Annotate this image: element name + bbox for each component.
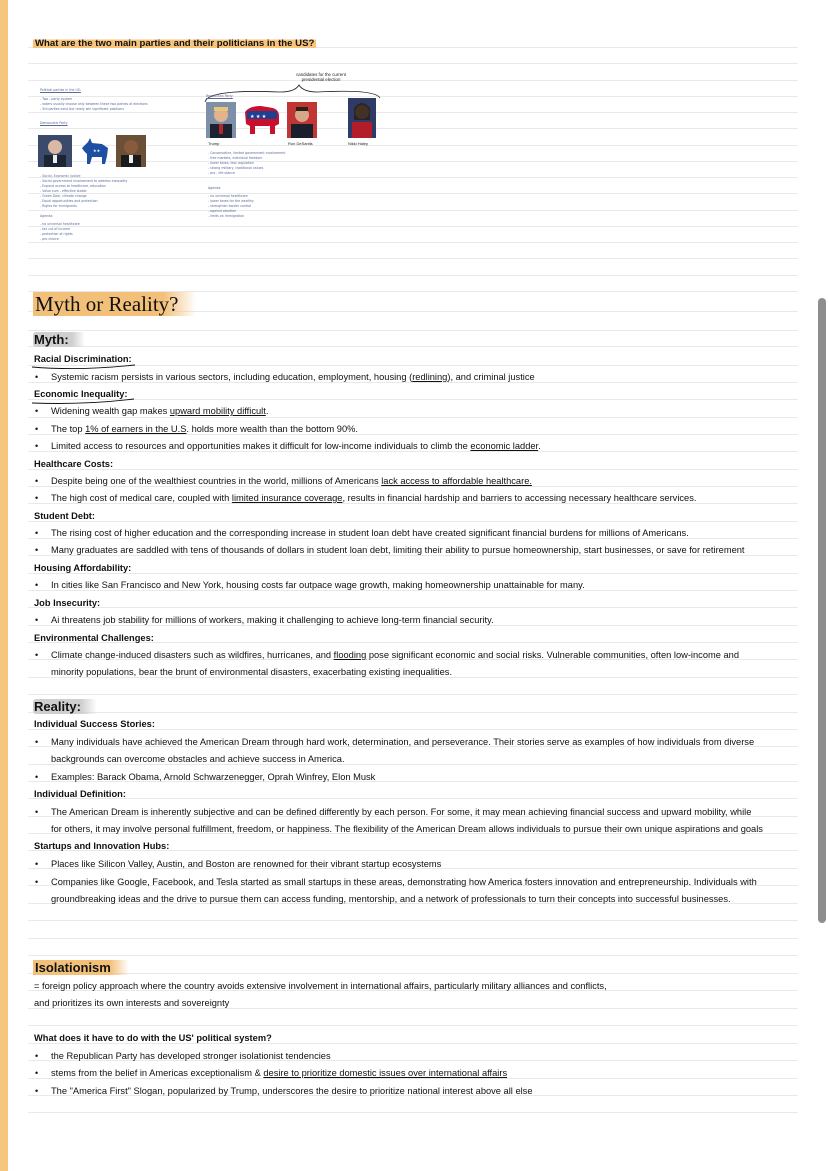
myth-bullet: Limited access to resources and opportunities makes it difficult for low-income individuals to climb the economic ladder. [51,441,541,451]
isolationism-question: What does it have to do with the US' political system? [34,1033,272,1043]
republican-elephant-icon [241,104,281,136]
rule-line [28,63,798,64]
bullet-dot: • [35,424,39,434]
dem-point: - Green Deal, climate change [40,194,87,198]
myth-bullet: In cities like San Francisco and New York, housing costs far outpace wage growth, making homeownership unattainable for many. [51,580,585,590]
myth-bullet: Widening wealth gap makes upward mobility difficult. [51,406,269,416]
myth-bullet: Ai threatens job stability for millions of workers, making it challenging to achieve long-term financial security. [51,615,494,625]
myth-bullet: Despite being one of the wealthiest countries in the world, millions of Americans lack access to affordable healthcare. [51,476,532,486]
myth-bullet: Systemic racism persists in various sectors, including education, employment, housing (redlining), and criminal justice [51,372,535,382]
bullet-dot: • [35,372,39,382]
reality-section-title: Startups and Innovation Hubs: [34,841,170,851]
bullet-dot: • [35,1051,39,1061]
reality-bullet-continuation: for others, it may involve personal fulfillment, freedom, or happiness. The flexibility of the American Dream allows individuals to pursue their own unique aspirations and goals [51,824,763,834]
rep-agenda-item: - against abortion [208,209,237,213]
reality-bullet-continuation: backgrounds can overcome obstacles and achieve success in America. [51,754,345,764]
obama-photo [116,135,146,167]
underline-stroke [30,363,140,371]
isolationism-definition-continuation: and prioritizes its own interests and sovereignty [34,998,230,1008]
bullet-dot: • [35,737,39,747]
rule-line [28,938,798,939]
reality-section-title: Individual Success Stories: [34,719,155,729]
isolationism-definition: = foreign policy approach where the country avoids extensive involvement in international affairs, particularly military alliances and conflicts, [34,981,607,991]
reality-bullet-continuation: groundbreaking ideas and the drive to pursue them can access funding, mentorship, and a network of professionals to turn their concepts into successful businesses. [51,894,731,904]
bullet-dot: • [35,807,39,817]
rule-line [28,798,798,799]
rule-line [28,399,798,400]
dem-agenda-label: Agenda: [40,214,54,218]
rule-line [28,80,798,81]
rep-agenda-item: - lower taxes for the wealthy [208,199,254,203]
reality-heading: Reality: [33,699,97,715]
rule-line [28,275,798,276]
myth-section-title: Economic Inequality: [34,389,128,399]
isolationism-bullet: the Republican Party has developed stronger isolationist tendencies [51,1051,331,1061]
rule-line [28,469,798,470]
republican-label: Republican Party [206,94,233,98]
bullet-dot: • [35,859,39,869]
rep-point: - pro - life stance [208,171,236,175]
rule-line [28,365,798,366]
rule-line [28,607,798,608]
isolationism-heading: Isolationism [33,960,129,976]
bullet-dot: • [35,772,39,782]
rep-name: Nikki Haley [348,141,369,146]
rep-point: - lower taxes, less regulation [208,161,254,165]
rep-agenda-item: - no universal healthcare [208,194,248,198]
rule-line [28,330,798,331]
haley-photo [348,98,376,138]
reality-section-title: Individual Definition: [34,789,126,799]
rule-line [28,258,798,259]
reality-bullet: Places like Silicon Valley, Austin, and Boston are renowned for their vibrant startup ecosystems [51,859,442,869]
myth-reality-title: Myth or Reality? [33,291,196,317]
rule-line [28,193,798,194]
myth-section-title: Job Insecurity: [34,598,101,608]
rule-line [28,242,798,243]
rep-name: Trump [208,141,220,146]
question-heading: What are the two main parties and their politicians in the US? [35,38,315,49]
myth-section-title: Healthcare Costs: [34,459,114,469]
candidates-caption: candidates for the current presidential election [296,72,346,82]
dem-point: - Rights for immigrants [40,204,77,208]
svg-text:★★: ★★ [93,148,101,153]
rule-line [28,973,798,974]
rep-name: Ron DeSantis [288,141,313,146]
bullet-dot: • [35,877,39,887]
dem-agenda-item: - no universal healthcare [40,222,80,226]
underlined-phrase: desire to prioritize domestic issues over international affairs [263,1068,508,1078]
rule-line [28,128,798,129]
rule-line [28,521,798,522]
democratic-label: Democratic Party [40,121,68,125]
rep-point: - Conservative, limited government involvement [208,151,286,155]
bullet-dot: • [35,545,39,555]
left-line: - Two - party system [40,97,73,101]
myth-bullet-continuation: minority populations, bear the brunt of environmental disasters, exacerbating existing inequalities. [51,667,453,677]
rule-line [28,417,798,418]
rule-line [28,96,798,97]
left-title: Political parties in the US: [40,88,81,92]
left-line: - voters usually choose only between these two parties at elections [40,102,148,106]
biden-photo [38,135,72,167]
myth-section-title: Housing Affordability: [34,563,132,573]
rule-line [28,1025,798,1026]
rep-agenda-label: Agenda: [208,186,222,190]
bullet-dot: • [35,476,39,486]
rule-line [28,177,798,178]
page-left-edge [0,0,8,1171]
bullet-dot: • [35,441,39,451]
bullet-dot: • [35,615,39,625]
underlined-phrase: limited insurance coverage [231,493,343,503]
trump-photo [206,102,236,138]
bullet-dot: • [35,1086,39,1096]
rule-line [28,920,798,921]
myth-bullet: The high cost of medical care, coupled with limited insurance coverage, results in financial hardship and barriers to accessing necessary healthcare services. [51,493,697,503]
myth-section-title: Environmental Challenges: [34,633,154,643]
isolationism-bullet: stems from the belief in Americas exceptionalism & desire to prioritize domestic issues over international affairs [51,1068,508,1078]
rep-agenda-item: - limits on immigration [208,214,245,218]
bullet-dot: • [35,1068,39,1078]
rule-line [28,210,798,211]
rule-line [28,112,798,113]
dem-point: - Equal opportunities and protection [40,199,98,203]
dem-agenda-item: - pro choice [40,237,59,241]
rule-line [28,955,798,956]
scrollbar-thumb[interactable] [818,298,826,923]
reality-bullet: Examples: Barack Obama, Arnold Schwarzenegger, Oprah Winfrey, Elon Musk [51,772,376,782]
rule-line [28,226,798,227]
myth-bullet: The rising cost of higher education and the corresponding increase in student loan debt have created significant financial burdens for millions of Americans. [51,528,689,538]
myth-bullet: Climate change-induced disasters such as wildfires, hurricanes, and flooding pose significant economic and social risks. Vulnerable communities, often low-income and [51,650,739,660]
myth-section-title: Student Debt: [34,511,95,521]
underlined-phrase: lack access to affordable healthcare. [381,476,532,486]
svg-text:★ ★ ★: ★ ★ ★ [250,114,267,120]
rule-line [28,346,798,347]
dem-point: - Social government involvement to address inequality [40,179,128,183]
dem-point: - Expand access to healthcare, education [40,184,106,188]
underlined-phrase: upward mobility difficult [169,406,266,416]
myth-bullet: Many graduates are saddled with tens of thousands of dollars in student loan debt, limiting their ability to pursue homeownership, start businesses, or save for retirement [51,545,745,555]
underlined-phrase: flooding [333,650,367,660]
isolationism-bullet: The "America First" Slogan, popularized by Trump, underscores the desire to prioritize national interest above all else [51,1086,533,1096]
bullet-dot: • [35,528,39,538]
underlined-phrase: 1% of earners in the U.S [85,424,187,434]
rule-line [28,694,798,695]
dem-point: - Social, Economic justice [40,174,81,178]
reality-bullet: Many individuals have achieved the American Dream through hard work, determination, and perseverance. Their stories serve as examples of how individuals from diverse [51,737,755,747]
bullet-dot: • [35,406,39,416]
reality-bullet: The American Dream is inherently subjective and can be defined differently by each person. For some, it may mean achieving financial success and upward mobility, while [51,807,752,817]
desantis-photo [287,102,317,138]
rep-agenda-item: - strengthen border control [208,204,252,208]
underlined-phrase: economic ladder [470,441,539,451]
myth-bullet: The top 1% of earners in the U.S. holds more wealth than the bottom 90%. [51,424,358,434]
bullet-dot: • [35,493,39,503]
myth-section-title: Racial Discrimination: [34,354,132,364]
reality-bullet: Companies like Google, Facebook, and Tesla started as small startups in these areas, demonstrating how America fosters innovation and entrepreneurship. Individuals with [51,877,757,887]
bullet-dot: • [35,580,39,590]
dem-agenda-item: - tax cut of income [40,227,71,231]
rule-line [28,712,798,713]
left-line: - 3rd parties exist but rarely win significant positions [40,107,124,111]
dem-point: - Value sum - effective stable [40,189,87,193]
rule-line [28,573,798,574]
bullet-dot: • [35,650,39,660]
rule-line [28,1112,798,1113]
underlined-phrase: redlining [412,372,448,382]
dem-agenda-item: - protection of rights [40,232,73,236]
rep-point: - free markets, individual freedom [208,156,263,160]
democratic-donkey-icon [78,136,112,166]
myth-heading: Myth: [33,332,85,348]
rep-point: - strong military, traditional values [208,166,264,170]
